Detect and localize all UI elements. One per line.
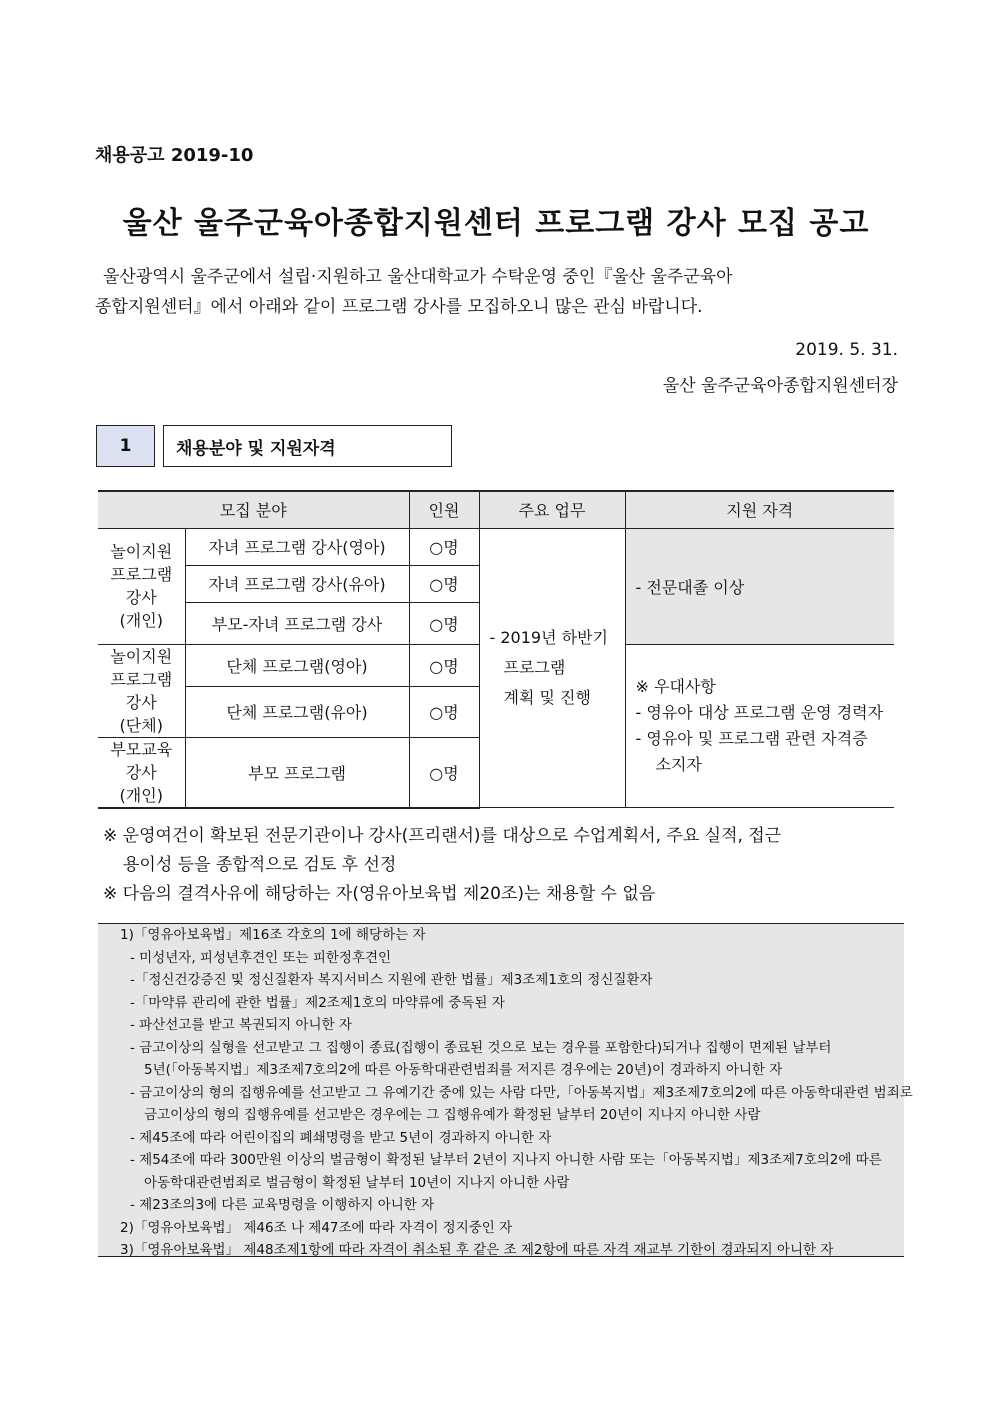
headcount: ○명: [409, 737, 479, 808]
category-text: 강사: [125, 588, 157, 607]
announcement-date: 2019. 5. 31.: [795, 340, 898, 360]
page-title: 울산 울주군육아종합지원센터 프로그램 강사 모집 공고: [122, 206, 870, 241]
table-row: [98, 528, 894, 565]
qualification-preference: [625, 644, 894, 808]
program-name: 자녀 프로그램 강사(유아): [185, 565, 409, 602]
section-title: 채용분야 및 지원자격: [163, 425, 452, 467]
disqual-item: - 제54조에 따라 300만원 이상의 벌금형이 확정된 날부터 2년이 지나지 아니한 사람 또는「아동복지법」제3조제7호의2에 따른: [130, 1152, 882, 1168]
section-number: 1: [96, 425, 155, 467]
note-2: ※ 다음의 결격사유에 해당하는 자(영유아보육법 제20조)는 채용할 수 없음: [103, 884, 656, 904]
disqual-item: 2)「영유아보육법」 제46조 나 제47조에 따라 자격이 정지중인 자: [120, 1219, 513, 1236]
preference-title: ※ 우대사항: [635, 676, 716, 696]
program-name: 부모 프로그램: [185, 737, 409, 808]
header-qualification: 지원 자격: [625, 491, 894, 528]
category-text: 강사: [125, 762, 157, 782]
disqual-item: - 제45조에 따라 어린이집의 폐쇄명령을 받고 5년이 경과하지 아니한 자: [130, 1129, 552, 1146]
headcount: ○명: [409, 644, 479, 686]
header-duty: 주요 업무: [479, 491, 625, 528]
program-name: 단체 프로그램(영아): [185, 644, 409, 686]
disqual-item: -「마약류 관리에 관한 법률」제2조제1호의 마약류에 중독된 자: [130, 994, 505, 1011]
category-text: (개인): [119, 611, 163, 630]
disqual-item: 3)「영유아보육법」 제48조제1항에 따라 자격이 취소된 후 같은 조 제2항에 따른 자격 재교부 기한이 경과되지 아니한 자: [120, 1242, 834, 1258]
disqual-item: - 제23조의3에 다른 교육명령을 이행하지 아니한 자: [130, 1197, 435, 1213]
category-text: 강사: [125, 692, 157, 712]
disqual-item-cont: 5년(「아동복지법」제3조제7호의2에 따른 아동학대관련범죄를 저지른 경우에는 20년)이 경과하지 아니한 자: [144, 1062, 783, 1078]
headcount: ○명: [409, 602, 479, 644]
program-name: 자녀 프로그램 강사(영아): [185, 528, 409, 565]
category-parent-edu: [98, 737, 185, 808]
category-text: 프로그램: [110, 669, 173, 689]
disqual-item-cont: 금고이상의 형의 집행유예를 선고받은 경우에는 그 집행유예가 확정된 날부터 20년이 지나지 아니한 사람: [144, 1107, 761, 1123]
main-duty: [479, 528, 625, 808]
category-text: 놀이지원: [110, 646, 173, 666]
duty-text: 프로그램: [503, 657, 566, 677]
preference-item: - 영유아 및 프로그램 관련 자격증: [635, 728, 868, 748]
selection-notes: [103, 822, 900, 909]
category-text: 놀이지원: [110, 542, 173, 561]
program-name: 부모-자녀 프로그램 강사: [185, 602, 409, 644]
disqual-item: - 금고이상의 형의 집행유예를 선고받고 그 유예기간 중에 있는 사람 다만,「아동복지법」제3조제7호의2에 따른 아동학대관련 범죄로: [130, 1084, 913, 1101]
disqual-item: - 미성년자, 피성년후견인 또는 피한정후견인: [130, 949, 392, 966]
note-1-cont: 용이성 등을 종합적으로 검토 후 선정: [123, 855, 397, 875]
duty-text: - 2019년 하반기: [489, 627, 608, 647]
category-text: 프로그램: [110, 565, 173, 584]
category-text: (개인): [119, 785, 163, 805]
note-1: ※ 운영여건이 확보된 전문기관이나 강사(프리랜서)를 대상으로 수업계획서, 주요 실적, 접근: [103, 826, 782, 846]
disqual-item-cont: 아동학대관련범죄로 벌금형이 확정된 날부터 10년이 지나지 아니한 사람: [144, 1174, 570, 1191]
qualification-basic: - 전문대졸 이상: [625, 528, 894, 644]
header-count: 인원: [409, 491, 479, 528]
intro-line-2: 종합지원센터』에서 아래와 같이 프로그램 강사를 모집하오니 많은 관심 바랍니다.: [95, 297, 703, 317]
disqual-item: - 금고이상의 실형을 선고받고 그 집행이 종료(집행이 종료된 것으로 보는 경우를 포함한다)되거나 집행이 면제된 날부터: [130, 1039, 832, 1056]
category-play-individual: [98, 528, 185, 644]
disqual-item: - 파산선고를 받고 복권되지 아니한 자: [130, 1017, 352, 1033]
headcount: ○명: [409, 528, 479, 565]
signer: 울산 울주군육아종합지원센터장: [662, 376, 898, 396]
preference-item-cont: 소지자: [655, 754, 702, 774]
category-text: 부모교육: [110, 739, 173, 759]
disqual-item: -「정신건강증진 및 정신질환자 복지서비스 지원에 관한 법률」제3조제1호의 정신질환자: [130, 972, 653, 988]
duty-text: 계획 및 진행: [503, 687, 591, 707]
document-number: 채용공고 2019-10: [95, 145, 254, 166]
disqualification-box: [98, 923, 913, 1258]
headcount: ○명: [409, 686, 479, 737]
header-field: 모집 분야: [98, 491, 409, 528]
intro-line-1: 울산광역시 울주군에서 설립·지원하고 울산대학교가 수탁운영 중인『울산 울주군육아: [103, 267, 733, 287]
disqual-item: 1)「영유아보육법」제16조 각호의 1에 해당하는 자: [120, 927, 426, 943]
headcount: ○명: [409, 565, 479, 602]
program-name: 단체 프로그램(유아): [185, 686, 409, 737]
category-text: (단체): [119, 715, 163, 735]
intro-paragraph: [95, 262, 900, 322]
category-play-group: [98, 644, 185, 737]
recruitment-table: [98, 490, 894, 809]
preference-item: - 영유아 대상 프로그램 운영 경력자: [635, 702, 884, 722]
table-header-row: [98, 491, 894, 528]
